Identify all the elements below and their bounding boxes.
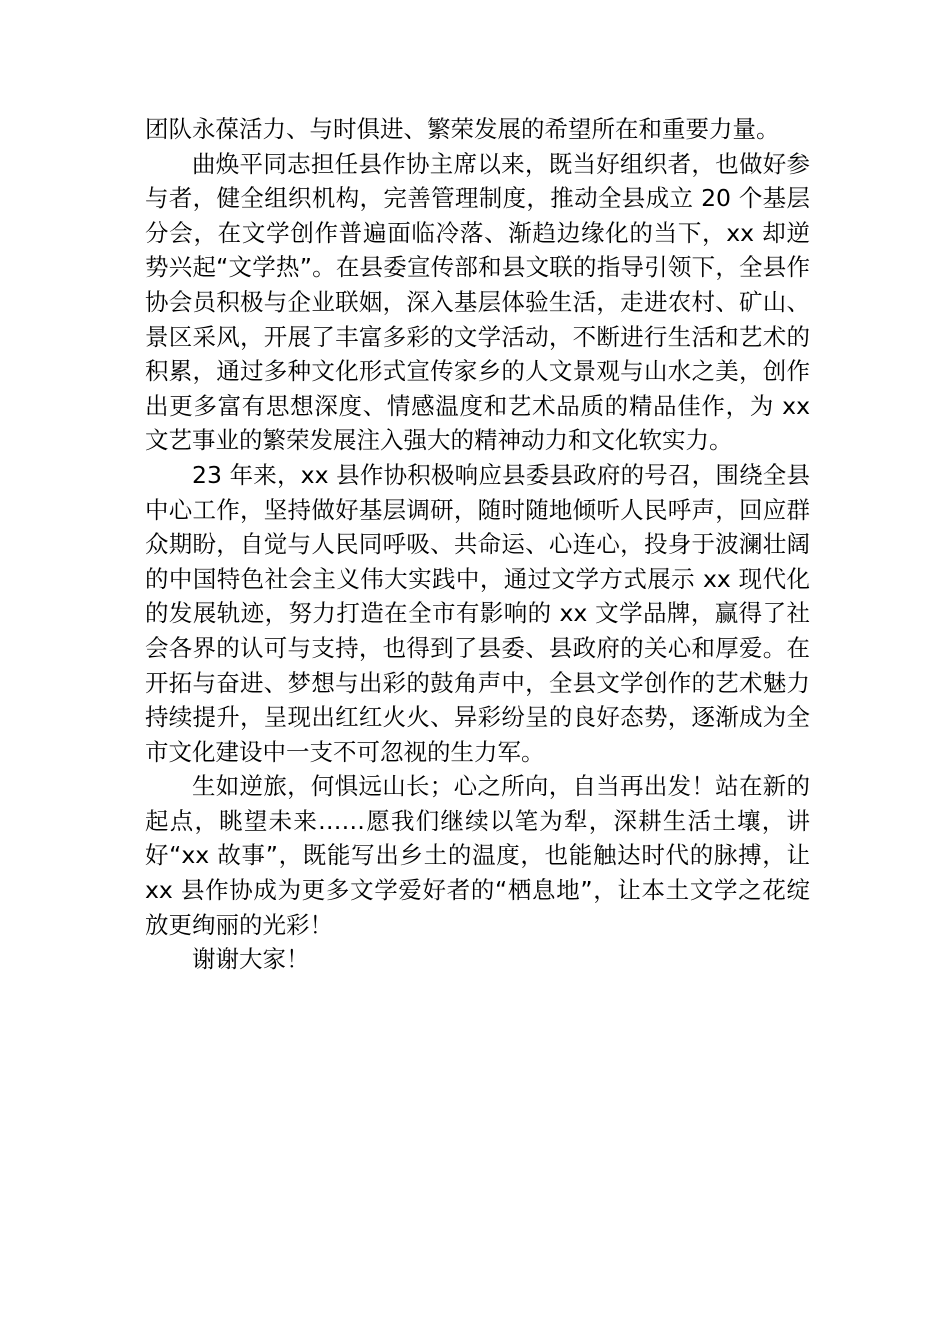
paragraph-23-years: 23 年来，xx 县作协积极响应县委县政府的号召，围绕全县中心工作，坚持做好基层调研，随时随地倾听人民呼声，回应群众期盼，自觉与人民同呼吸、共命运、心连心，投身于波澜壮阔的中国特色社会主义伟大实践中，通过文学方式展示 xx 现代化的发展轨迹，努力打造在全市有影响的 xx 文学品牌，赢得了社会各界的认可与支持，也得到了县委、县政府的关心和厚爱。在开拓与奋进、梦想与出彩的鼓角声中，全县文学创作的艺术魅力持续提升，呈现出红红火火、异彩纷呈的良好态势，逐渐成为全市文化建设中一支不可忽视的生力军。 <box>145 460 810 766</box>
document-body <box>145 112 810 977</box>
paragraph-continuation: 团队永葆活力、与时俱进、繁荣发展的希望所在和重要力量。 <box>145 115 780 143</box>
paragraph-thanks: 谢谢大家！ <box>192 945 310 974</box>
paragraph-chairman-work: 曲焕平同志担任县作协主席以来，既当好组织者，也做好参与者，健全组织机构，完善管理制度，推动全县成立 20 个基层分会，在文学创作普遍面临冷落、渐趋边缘化的当下，xx 却逆势兴起“文学热”。在县委宣传部和县文联的指导引领下，全县作协会员积极与企业联姻，深入基层体验生活，走进农村、矿山、景区采风，开展了丰富多彩的文学活动，不断进行生活和艺术的积累，通过多种文化形式宣传家乡的人文景观与山水之美，创作出更多富有思想深度、情感温度和艺术品质的精品佳作，为 xx 文艺事业的繁荣发展注入强大的精神动力和文化软实力。 <box>145 149 810 455</box>
paragraph-outlook: 生如逆旅，何惧远山长；心之所向，自当再出发！站在新的起点，眺望未来……愿我们继续以笔为犁，深耕生活土壤，讲好“xx 故事”，既能写出乡土的温度，也能触达时代的脉搏，让 xx 县作协成为更多文学爱好者的“栖息地”，让本土文学之花绽放更绚丽的光彩！ <box>145 772 810 939</box>
